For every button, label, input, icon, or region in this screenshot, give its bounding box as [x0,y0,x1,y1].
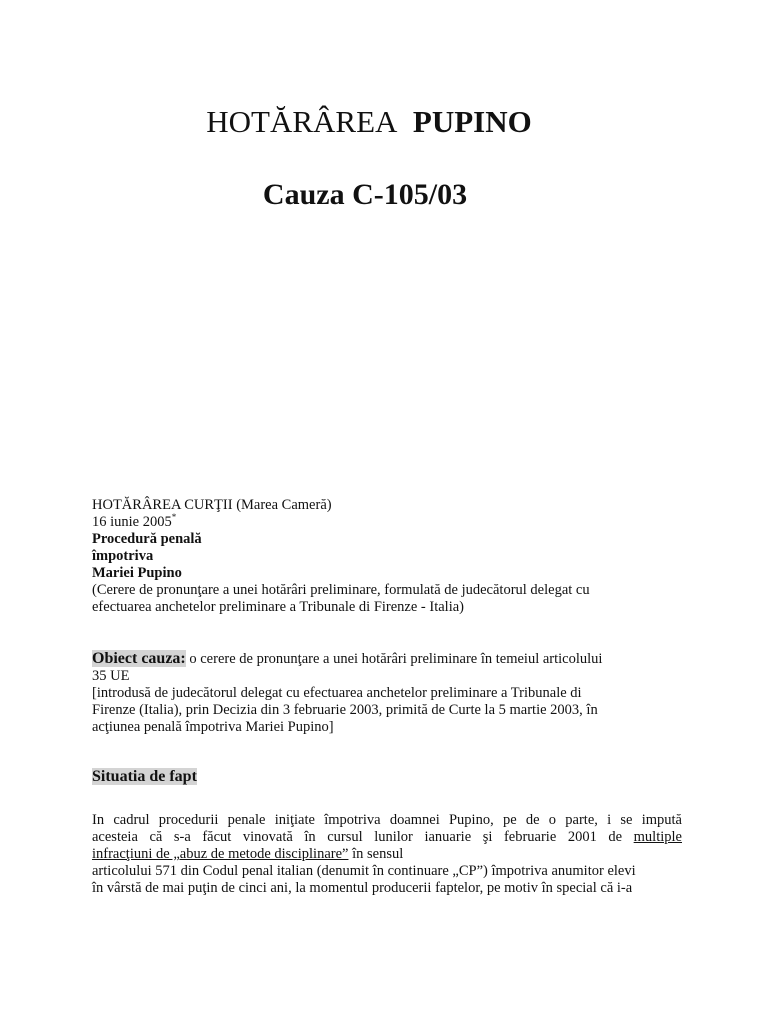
object-line-3: [introdusă de judecătorul delegat cu efectuarea anchetelor preliminare a Tribunale di [92,685,582,701]
court-name: HOTĂRÂREA CURŢII (Marea Cameră) [92,497,332,513]
against-label: împotriva [92,548,154,564]
judgment-date: 16 iunie 2005* [92,512,177,530]
document-title [0,104,738,140]
facts-line-4: articolului 571 din Codul penal italian (denumit în continuare „CP”) împotriva anumitor elevi [92,863,636,879]
object-line-2: 35 UE [92,668,130,684]
facts-line-5: în vârstă de mai puţin de cinci ani, la momentul producerii faptelor, pe motiv în special că i-a [92,880,633,896]
object-line-1: Obiect cauza: o cerere de pronunţare a unei hotărâri preliminare în temeiul articolului [92,650,603,667]
case-number: Cauza C-105/03 [262,178,468,211]
facts-line-1: In cadrul procedurii penale iniţiate împotriva doamnei Pupino, pe de o parte, i se impută [92,812,682,828]
title-name: PUPINO [412,104,532,139]
facts-line-2: acesteia că s-a făcut vinovată în cursul lunilor ianuarie şi februarie 2001 de multiple [92,829,682,845]
facts-heading: Situatia de fapt [92,768,197,785]
facts-line-3: infracţiuni de „abuz de metode disciplinare” în sensul [92,846,404,862]
header-block [92,497,682,616]
party-name: Mariei Pupino [92,565,182,581]
request-line-1: (Cerere de pronunţare a unei hotărâri preliminare, formulată de judecătorul delegat cu [92,582,590,598]
facts-heading-block [92,768,682,786]
title-prefix: HOTĂRÂREA [206,104,398,139]
procedure-type: Procedură penală [92,531,202,547]
request-line-2: efectuarea anchetelor preliminare a Tribunale di Firenze - Italia) [92,599,464,615]
object-line-4: Firenze (Italia), prin Decizia din 3 februarie 2003, primită de Curte la 5 martie 2003, în [92,702,598,718]
object-label: Obiect cauza: [92,650,186,667]
facts-block [92,812,682,897]
footnote-marker: * [171,512,177,523]
object-line-5: acţiunea penală împotriva Mariei Pupino] [92,719,334,735]
object-block [92,650,682,736]
